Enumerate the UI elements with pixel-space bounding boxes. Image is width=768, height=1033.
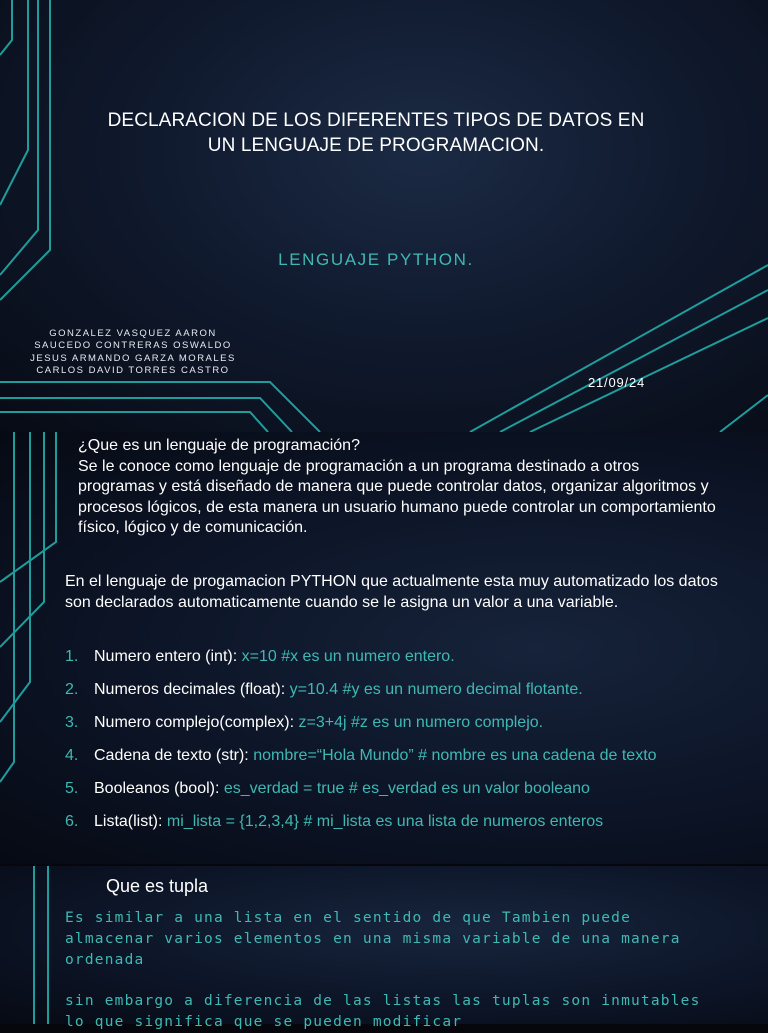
list-item [65,712,705,733]
code-example: x=10 #x es un numero entero. [241,648,455,665]
type-label: Lista(list): [94,813,167,830]
tuple-description [65,908,725,1033]
title-line-1: DECLARACION DE LOS DIFERENTES TIPOS DE DATOS EN [107,110,645,131]
type-label: Numeros decimales (float): [94,681,290,698]
data-types-list [65,646,705,844]
list-item [65,811,705,832]
section-heading: Que es tupla [106,876,209,896]
list-number: 4. [65,747,79,764]
date-label: 21/09/24 [588,375,646,390]
author-name: JESUS ARMANDO GARZA MORALES [30,352,236,364]
code-example: nombre=“Hola Mundo” # nombre es una cadena de texto [253,747,657,764]
title-line-2: UN LENGUAJE DE PROGRAMACION. [207,135,545,156]
type-label: Booleanos (bool): [94,780,224,797]
list-item [65,778,705,799]
list-item [65,646,705,667]
list-number: 6. [65,813,79,830]
author-name: GONZALEZ VASQUEZ AARON [49,328,217,339]
list-number: 3. [65,714,79,731]
tuple-paragraph-2: sin embargo a diferencia de las listas las tuplas son inmutables lo que significa que se pueden modificar [65,993,701,1030]
title-slide [0,0,768,432]
definition-text: Se le conoce como lenguaje de programación a un programa destinado a otros programas y está diseñado de manera que puede controlar datos, organizar algoritmos y procesos lógicos, de esta manera un usuario humano puede controlar un comportamiento físico, lógico y de comunicación. [78,457,716,536]
type-label: Cadena de texto (str): [94,747,254,764]
code-example: es_verdad = true # es_verdad es un valor booleano [223,780,590,797]
list-number: 5. [65,780,79,797]
authors-list [24,328,242,377]
python-paragraph: En el lenguaje de progamacion PYTHON que actualmente esta muy automatizado los datos son declarados automaticamente cuando se le asigna un valor a una variable. [65,573,718,611]
code-example: z=3+4j #z es un numero complejo. [298,714,544,731]
question-text: ¿Que es un lenguaje de programación? [78,437,360,454]
author-name: SAUCEDO CONTRERAS OSWALDO [34,340,232,352]
code-example: y=10.4 #y es un numero decimal flotante. [289,681,583,698]
page-title [60,108,692,158]
list-item [65,679,705,700]
list-number: 2. [65,681,79,698]
author-name: CARLOS DAVID TORRES CASTRO [36,364,230,376]
type-label: Numero entero (int): [94,648,242,665]
definition-block [78,436,718,539]
type-label: Numero complejo(complex): [94,714,299,731]
list-item [65,745,705,766]
list-number: 1. [65,648,79,665]
tuple-paragraph-1: Es similar a una lista en el sentido de que Tambien puede almacenar varios elementos en una misma variable de una manera ordenada [65,910,681,968]
subtitle: LENGUAJE PYTHON. [278,250,474,269]
code-example: mi_lista = {1,2,3,4} # mi_lista es una lista de numeros enteros [166,813,604,830]
